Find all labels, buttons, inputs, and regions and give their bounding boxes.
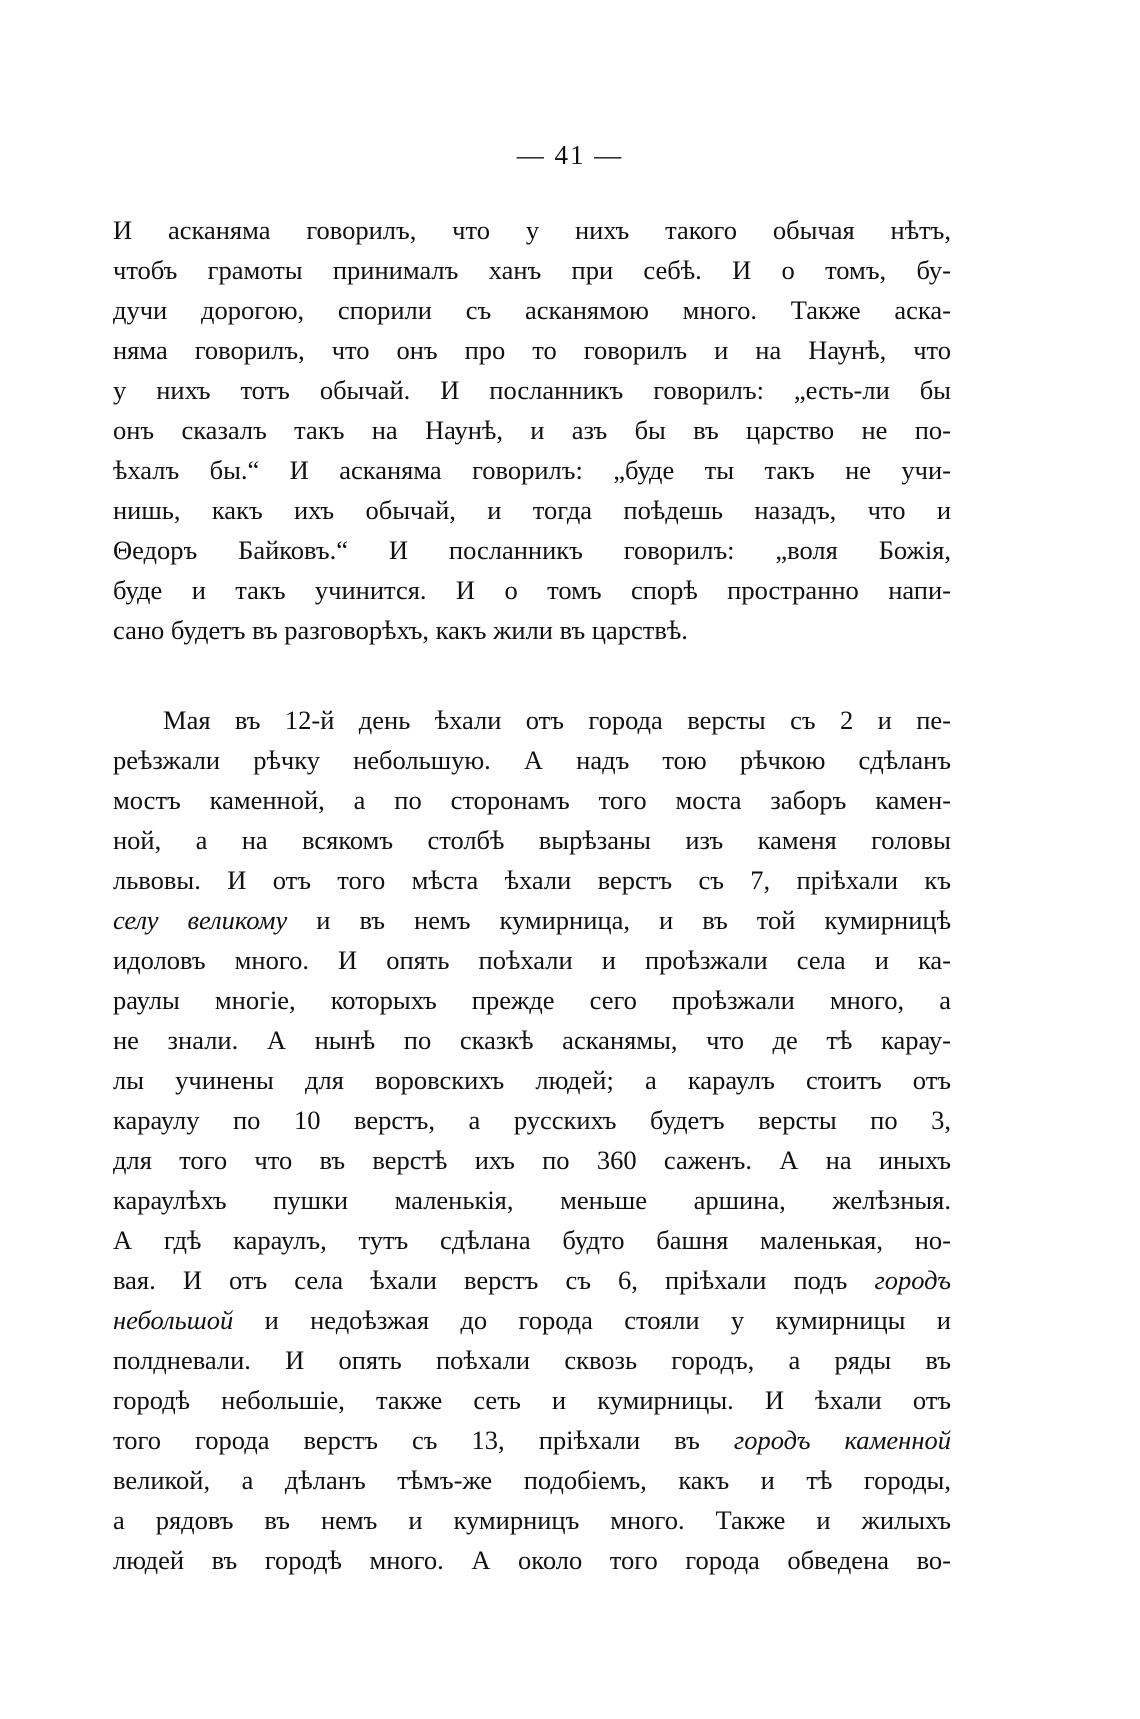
- text-line: Мая въ 12-й день ѣхали отъ города версты съ 2 и пе-: [163, 705, 951, 735]
- text-line: великой, а дѣланъ тѣмъ-же подобіемъ, какъ и тѣ городы,: [113, 1465, 951, 1495]
- text-line: реѣзжали рѣчку небольшую. А надъ тою рѣчкою сдѣланъ: [113, 745, 951, 775]
- text-line: львовы. И отъ того мѣста ѣхали верстъ съ 7, пріѣхали къ: [113, 865, 951, 895]
- text-run: и недоѣзжая до города стояли у кумирницы и: [233, 1305, 951, 1335]
- italic-place-name: городъ каменной: [733, 1425, 951, 1455]
- text-line: нишь, какъ ихъ обычай, и тогда поѣдешь назадъ, что и: [113, 495, 951, 525]
- text-line: у нихъ тотъ обычай. И посланникъ говорилъ: „есть-ли бы: [113, 375, 951, 405]
- text-line: буде и такъ учинится. И о томъ спорѣ пространно напи-: [113, 575, 951, 605]
- paragraph-2: [113, 700, 951, 1580]
- text-line: не знали. А нынѣ по сказкѣ асканямы, что де тѣ карау-: [113, 1025, 951, 1055]
- text-run: и въ немъ кумирница, и въ той кумирницѣ: [287, 905, 951, 935]
- text-line: [113, 1420, 951, 1460]
- italic-place-name: селу великому: [113, 905, 288, 935]
- text-line: мостъ каменной, а по сторонамъ того моста заборъ камен-: [113, 785, 951, 815]
- text-line: [113, 900, 951, 940]
- italic-place-name: небольшой: [113, 1305, 234, 1335]
- text-line: дучи дорогою, спорили съ асканямою много. Также аска-: [113, 295, 951, 325]
- text-line: людей въ городѣ много. А около того города обведена во-: [113, 1545, 951, 1575]
- text-line: чтобъ грамоты принималъ ханъ при себѣ. И о томъ, бу-: [113, 255, 951, 285]
- paragraph-1: [113, 210, 951, 650]
- text-line: полдневали. И опять поѣхали сквозь городъ, а ряды въ: [113, 1345, 951, 1375]
- text-line: караулу по 10 верстъ, а русскихъ будетъ версты по 3,: [113, 1105, 951, 1135]
- text-line: караулѣхъ пушки маленькія, меньше аршина, желѣзныя.: [113, 1185, 951, 1215]
- text-line: ной, а на всякомъ столбѣ вырѣзаны изъ каменя головы: [113, 825, 951, 855]
- text-run: вая. И отъ села ѣхали верстъ съ 6, пріѣхали подъ: [113, 1265, 875, 1295]
- text-line: [113, 1260, 951, 1300]
- italic-place-name: городъ: [874, 1265, 951, 1295]
- text-line: городѣ небольшіе, также сеть и кумирницы. И ѣхали отъ: [113, 1385, 951, 1415]
- text-line: а рядовъ въ немъ и кумирницъ много. Также и жилыхъ: [113, 1505, 951, 1535]
- text-line: сано будетъ въ разговорѣхъ, какъ жили въ царствѣ.: [113, 615, 688, 645]
- text-run: того города верстъ съ 13, пріѣхали въ: [113, 1425, 734, 1455]
- text-line: Θедоръ Байковъ.“ И посланникъ говорилъ: „воля Божія,: [113, 535, 951, 565]
- text-line: [113, 1300, 951, 1340]
- text-line: ѣхалъ бы.“ И асканяма говорилъ: „буде ты такъ не учи-: [113, 455, 951, 485]
- page-number: — 41 —: [516, 140, 624, 170]
- text-line: лы учинены для воровскихъ людей; а караулъ стоитъ отъ: [113, 1065, 951, 1095]
- text-line: онъ сказалъ такъ на Наунѣ, и азъ бы въ царство не по-: [113, 415, 951, 445]
- text-line: И асканяма говорилъ, что у нихъ такого обычая нѣтъ,: [113, 215, 951, 245]
- text-line: А гдѣ караулъ, тутъ сдѣлана будто башня маленькая, но-: [113, 1225, 951, 1255]
- text-line: раулы многіе, которыхъ прежде сего проѣзжали много, а: [113, 985, 951, 1015]
- text-line: няма говорилъ, что онъ про то говорилъ и на Наунѣ, что: [113, 335, 951, 365]
- text-line: идоловъ много. И опять поѣхали и проѣзжали села и ка-: [113, 945, 951, 975]
- text-line: для того что въ верстѣ ихъ по 360 саженъ. А на иныхъ: [113, 1145, 951, 1175]
